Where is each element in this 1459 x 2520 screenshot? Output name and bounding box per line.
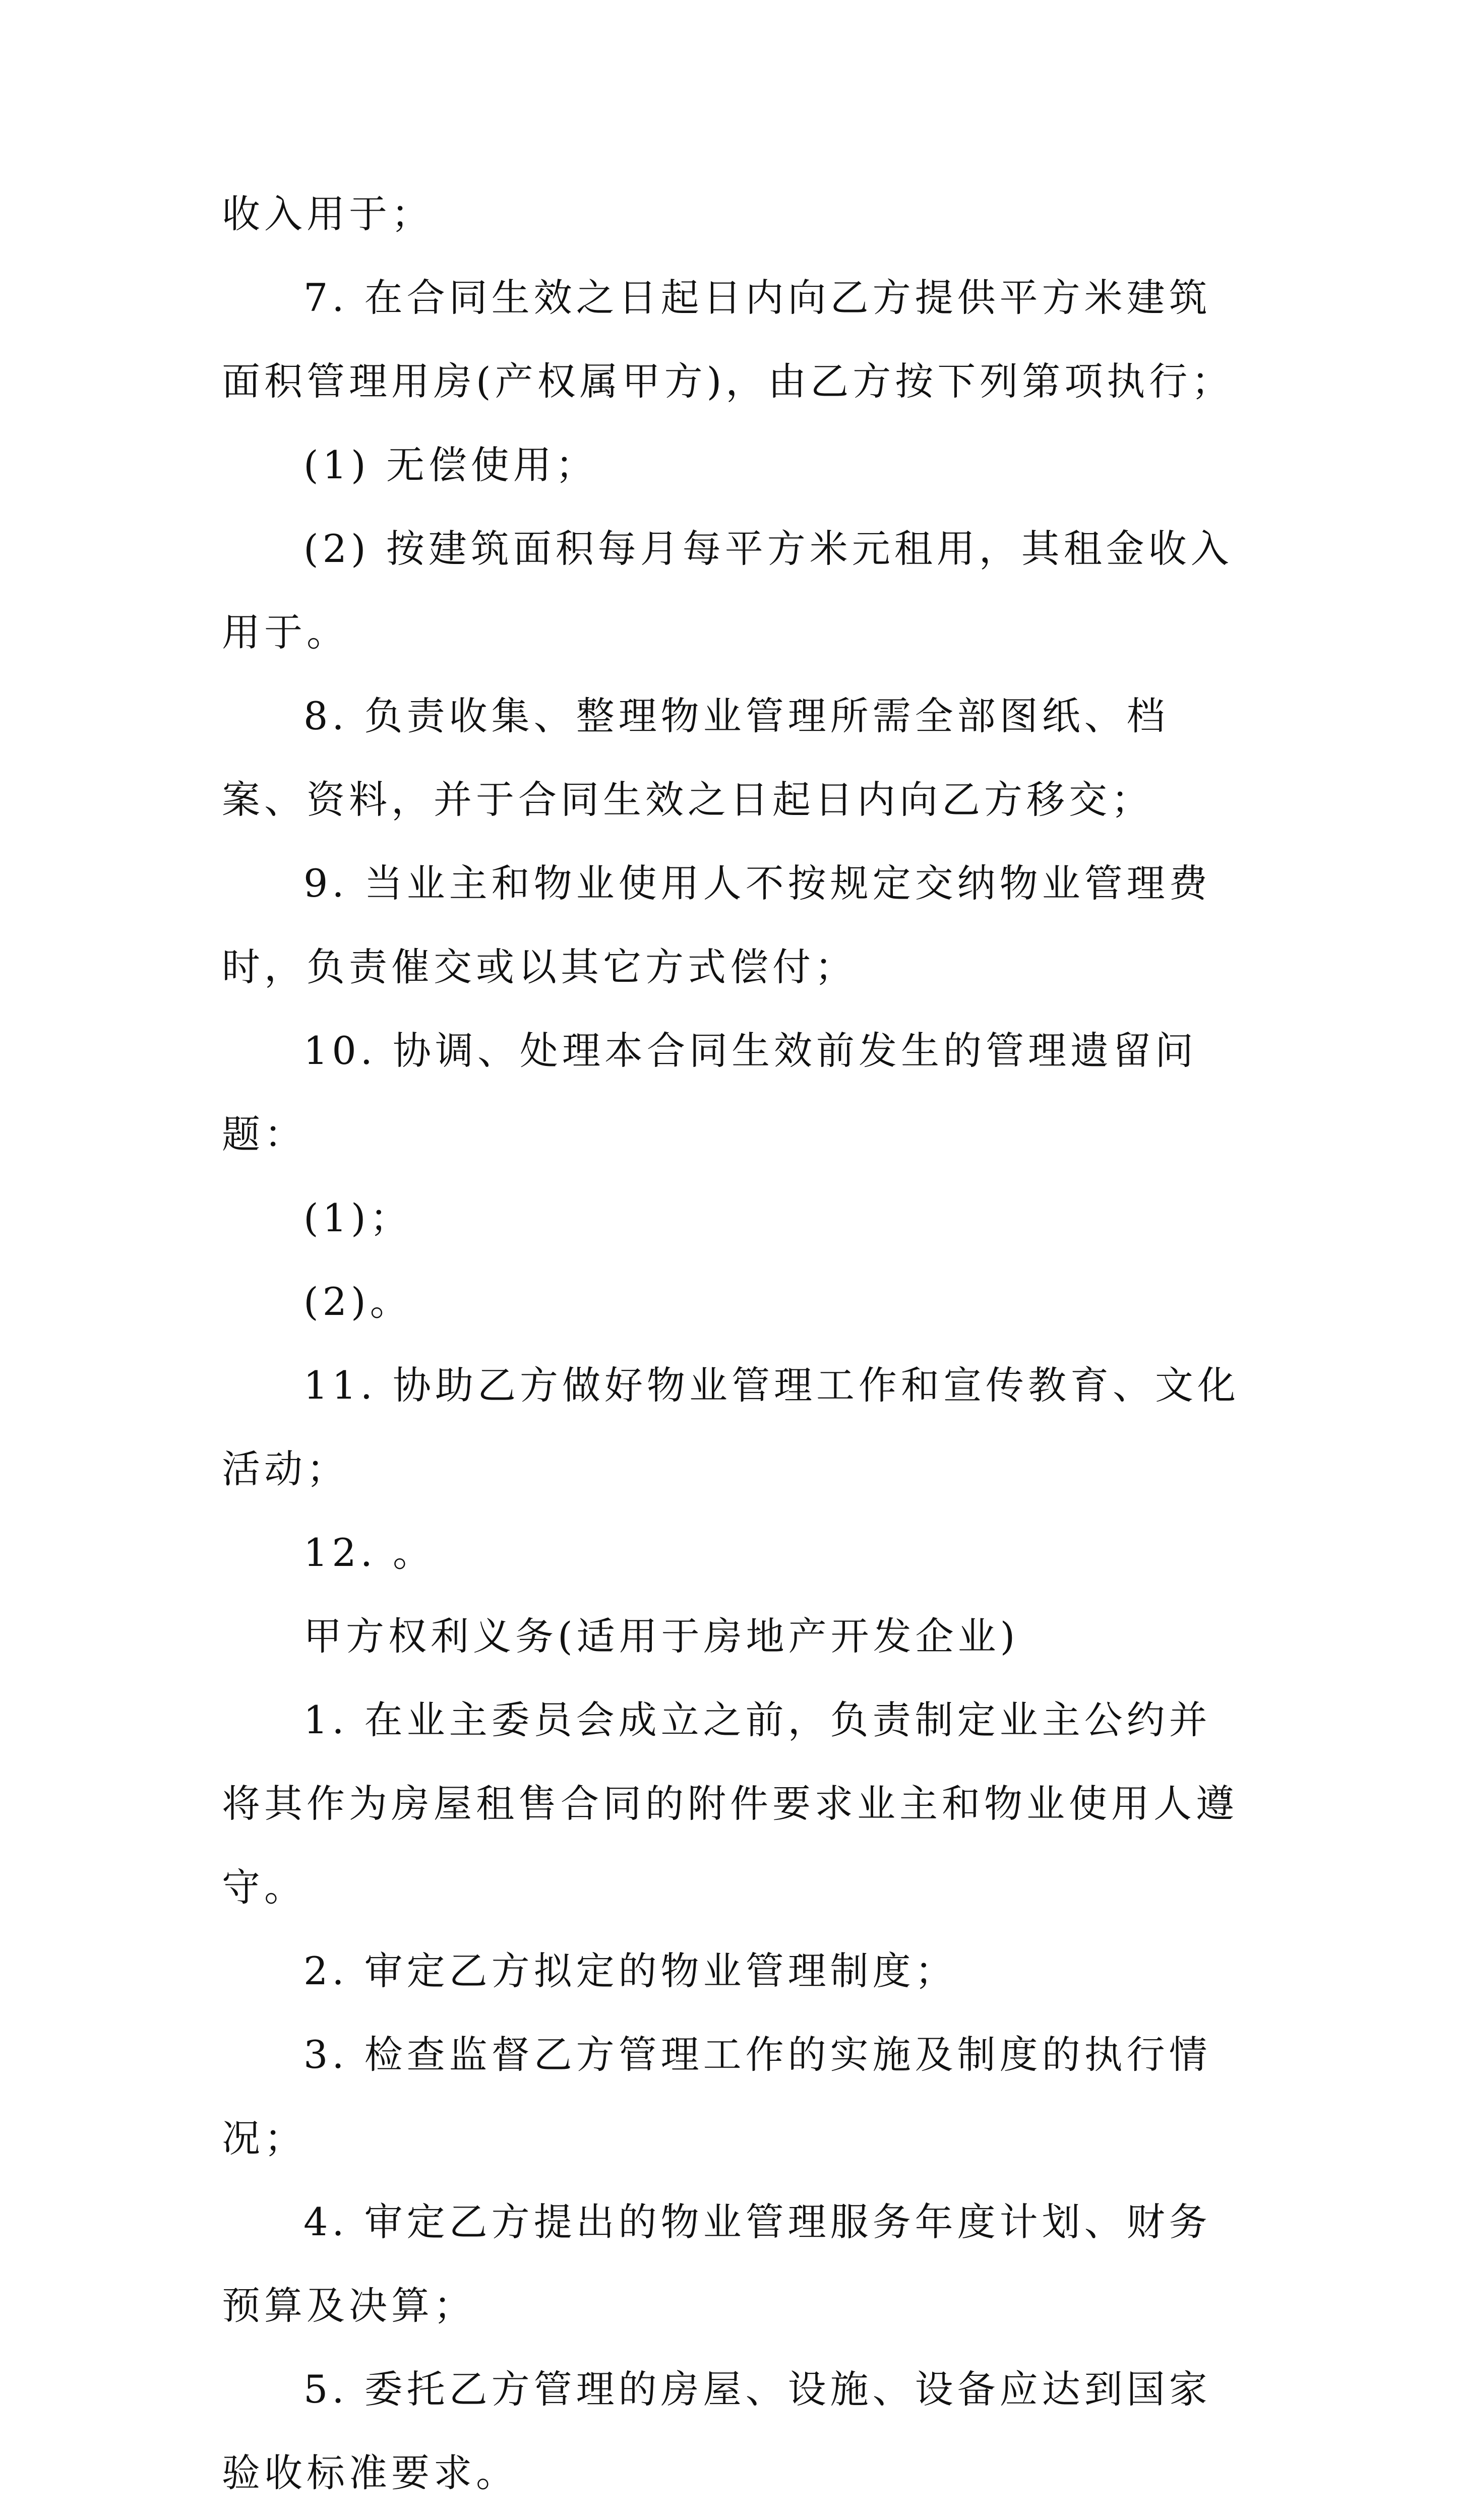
paragraph: 9. 当业主和物业使用人不按规定交纳物业管理费时，负责催交或以其它方式偿付； [222, 861, 1211, 989]
paragraph: 7. 在合同生效之日起日内向乙方提供平方米建筑面积管理用房(产权属甲方)，由乙方按下列第项执行； [222, 275, 1234, 404]
section-heading: 甲方权利义务(适用于房地产开发企业) [303, 1614, 1019, 1659]
paragraph: (2) 按建筑面积每月每平方米元租用，其租金收入用于。 [222, 526, 1233, 655]
paragraph: 12. 。 [303, 1530, 436, 1575]
paragraph: 11. 协助乙方做好物业管理工作和宣传教育、文化活动； [222, 1363, 1240, 1491]
document-body [222, 172, 1245, 2520]
paragraph: (1) 无偿使用； [303, 443, 598, 487]
paragraph: 2. 审定乙方拟定的物业管理制度； [303, 1948, 957, 1993]
paragraph: (1)； [303, 1195, 412, 1240]
paragraph: 1. 在业主委员会成立之前，负责制定业主公约并将其作为房屋租售合同的附件要求业主和物业使用人遵守。 [222, 1697, 1238, 1910]
paragraph: 8. 负责收集、整理物业管理所需全部图纸、档案、资料，并于合同生效之日起日内向乙方移交； [222, 694, 1169, 822]
paragraph: 收入用于； [222, 192, 434, 236]
paragraph [222, 2515, 1245, 2520]
paragraph: 4. 审定乙方提出的物业管理服务年度计划、财务预算及决算； [222, 2199, 1211, 2328]
paragraph: 3. 检查监督乙方管理工作的实施及制度的执行情况； [222, 2032, 1211, 2161]
paragraph: (2)。 [303, 1279, 412, 1324]
paragraph: 5. 委托乙方管理的房屋、设施、设备应达到国家验收标准要求。 [222, 2367, 1211, 2495]
paragraph: 10. 协调、处理本合同生效前发生的管理遗留问题： [222, 1028, 1198, 1157]
